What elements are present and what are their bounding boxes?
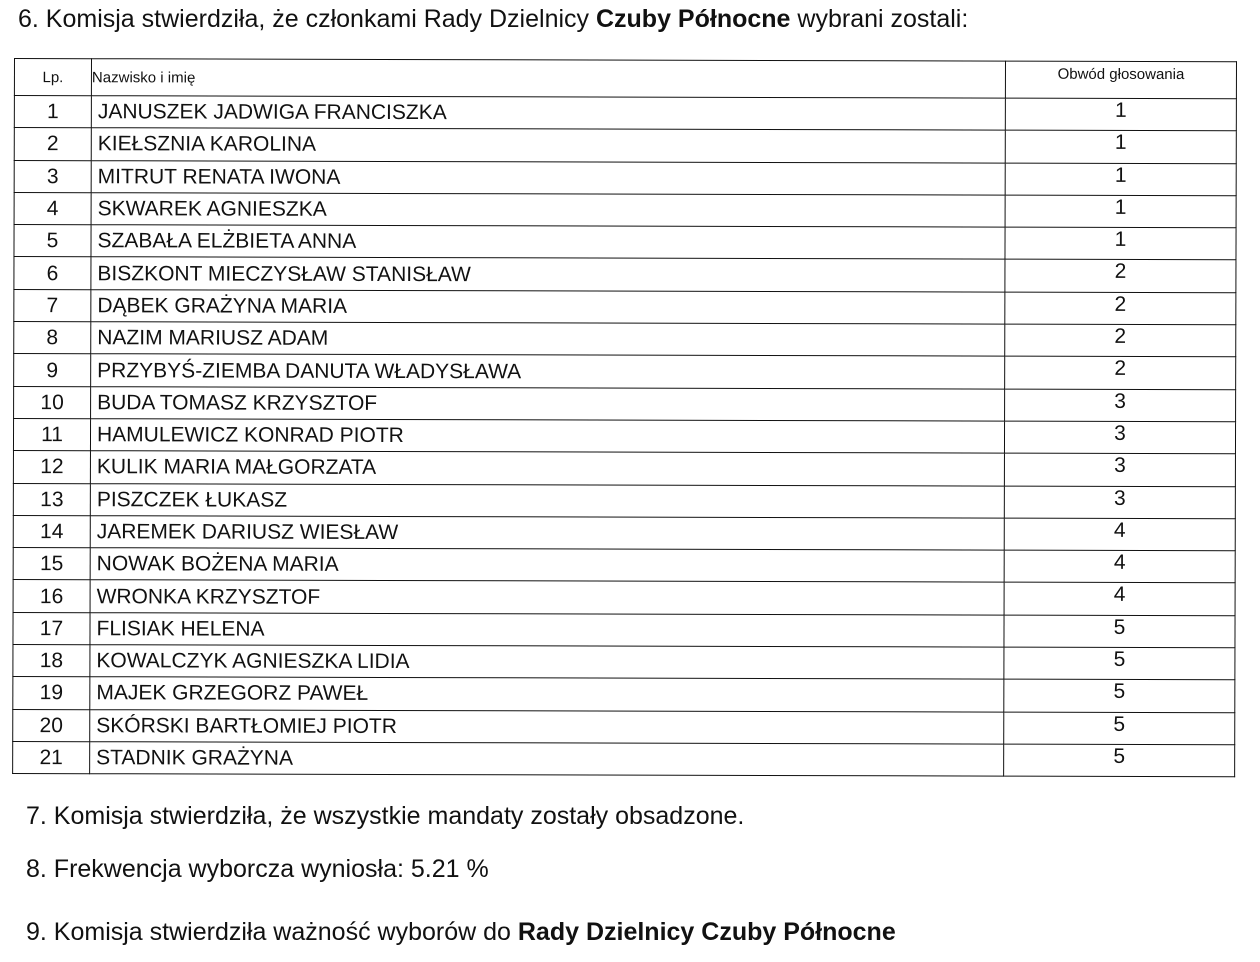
table-row (13, 451, 1235, 486)
table-row (13, 580, 1235, 615)
row-name: STADNIK GRAŻYNA (90, 742, 1004, 777)
row-name: HAMULEWICZ KONRAD PIOTR (90, 419, 1004, 454)
row-lp: 10 (14, 386, 91, 418)
row-lp: 19 (13, 677, 90, 709)
row-lp: 6 (14, 257, 91, 289)
table-row (13, 418, 1235, 453)
row-name: NOWAK BOŻENA MARIA (90, 548, 1004, 583)
row-name: MITRUT RENATA IWONA (91, 160, 1005, 195)
row-district: 1 (1005, 163, 1236, 196)
table-row (13, 741, 1235, 776)
row-district: 5 (1004, 712, 1235, 745)
row-name: MAJEK GRZEGORZ PAWEŁ (90, 677, 1004, 712)
row-lp: 7 (14, 289, 91, 321)
header-name: Nazwisko i imię (91, 59, 1005, 98)
row-name: BUDA TOMASZ KRZYSZTOF (91, 386, 1005, 421)
table-row (13, 515, 1235, 550)
row-district: 4 (1004, 550, 1235, 583)
table-row (14, 96, 1236, 131)
table-row (14, 322, 1236, 357)
row-district: 2 (1005, 260, 1236, 293)
row-name: SKWAREK AGNIESZKA (91, 193, 1005, 228)
row-lp: 9 (14, 354, 91, 386)
row-lp: 5 (14, 225, 91, 257)
row-lp: 16 (13, 580, 90, 612)
row-lp: 14 (13, 515, 90, 547)
row-name: NAZIM MARIUSZ ADAM (91, 322, 1005, 357)
table-row (13, 612, 1235, 647)
section-6-heading (18, 2, 968, 36)
row-lp: 1 (14, 96, 91, 128)
row-district: 2 (1005, 292, 1236, 325)
row-name: DĄBEK GRAŻYNA MARIA (91, 289, 1005, 324)
table-row (14, 192, 1236, 227)
table-row (13, 645, 1235, 680)
row-lp: 20 (13, 709, 90, 741)
row-district: 1 (1005, 227, 1236, 260)
row-lp: 12 (13, 451, 90, 483)
p9-prefix: 9. Komisja stwierdziła ważność wyborów do (26, 918, 511, 946)
row-lp: 18 (13, 645, 90, 677)
table-row (14, 386, 1236, 421)
row-lp: 2 (14, 128, 91, 160)
row-name: KULIK MARIA MAŁGORZATA (90, 451, 1004, 486)
section-9-text (26, 916, 896, 948)
heading-district: Czuby Północne (595, 5, 791, 33)
row-district: 5 (1004, 744, 1235, 777)
row-name: KIEŁSZNIA KAROLINA (91, 128, 1005, 163)
row-lp: 13 (13, 483, 90, 515)
row-lp: 21 (13, 741, 90, 773)
row-district: 4 (1004, 583, 1235, 616)
row-name: KOWALCZYK AGNIESZKA LIDIA (90, 645, 1004, 680)
row-name: JANUSZEK JADWIGA FRANCISZKA (91, 96, 1005, 131)
row-district: 1 (1005, 195, 1236, 228)
row-name: SKÓRSKI BARTŁOMIEJ PIOTR (90, 709, 1004, 744)
heading-prefix: 6. Komisja stwierdziła, że członkami Rady Dzielnicy (18, 5, 590, 33)
table-row (13, 483, 1235, 518)
row-district: 5 (1004, 615, 1235, 648)
table-row (14, 225, 1236, 260)
row-name: SZABAŁA ELŻBIETA ANNA (91, 225, 1005, 260)
header-lp: Lp. (14, 59, 91, 96)
section-8-turnout: 8. Frekwencja wyborcza wyniosła: 5.21 % (26, 855, 489, 883)
row-district: 1 (1005, 98, 1236, 131)
row-district: 3 (1004, 486, 1235, 519)
row-district: 2 (1005, 324, 1236, 357)
row-name: WRONKA KRZYSZTOF (90, 580, 1004, 615)
header-district: Obwód głosowania (1005, 61, 1236, 99)
row-district: 5 (1004, 647, 1235, 680)
row-district: 2 (1005, 356, 1236, 389)
row-name: FLISIAK HELENA (90, 612, 1004, 647)
table-row (14, 160, 1236, 195)
table-row (13, 709, 1235, 744)
table-row (13, 548, 1235, 583)
row-lp: 8 (14, 322, 91, 354)
row-district: 1 (1005, 130, 1236, 163)
row-lp: 3 (14, 160, 91, 192)
row-district: 3 (1004, 453, 1235, 486)
p9-council: Rady Dzielnicy Czuby Północne (517, 918, 896, 946)
row-name: JAREMEK DARIUSZ WIESŁAW (90, 516, 1004, 551)
row-district: 3 (1005, 389, 1236, 422)
row-lp: 4 (14, 192, 91, 224)
row-lp: 15 (13, 548, 90, 580)
row-name: PRZYBYŚ-ZIEMBA DANUTA WŁADYSŁAWA (91, 354, 1005, 389)
table-body (13, 96, 1237, 777)
council-members-table (12, 58, 1237, 777)
table-row (14, 128, 1236, 163)
section-7-text: 7. Komisja stwierdziła, że wszystkie mandaty zostały obsadzone. (26, 802, 745, 830)
table-header-row (14, 59, 1236, 99)
heading-suffix: wybrani zostali: (797, 5, 969, 33)
table-row (14, 289, 1236, 324)
row-lp: 11 (13, 418, 90, 450)
row-name: BISZKONT MIECZYSŁAW STANISŁAW (91, 257, 1005, 292)
row-name: PISZCZEK ŁUKASZ (90, 483, 1004, 518)
row-district: 5 (1004, 679, 1235, 712)
row-district: 3 (1004, 421, 1235, 454)
table-row (14, 354, 1236, 389)
row-lp: 17 (13, 612, 90, 644)
table-row (14, 257, 1236, 292)
row-district: 4 (1004, 518, 1235, 551)
table-row (13, 677, 1235, 712)
